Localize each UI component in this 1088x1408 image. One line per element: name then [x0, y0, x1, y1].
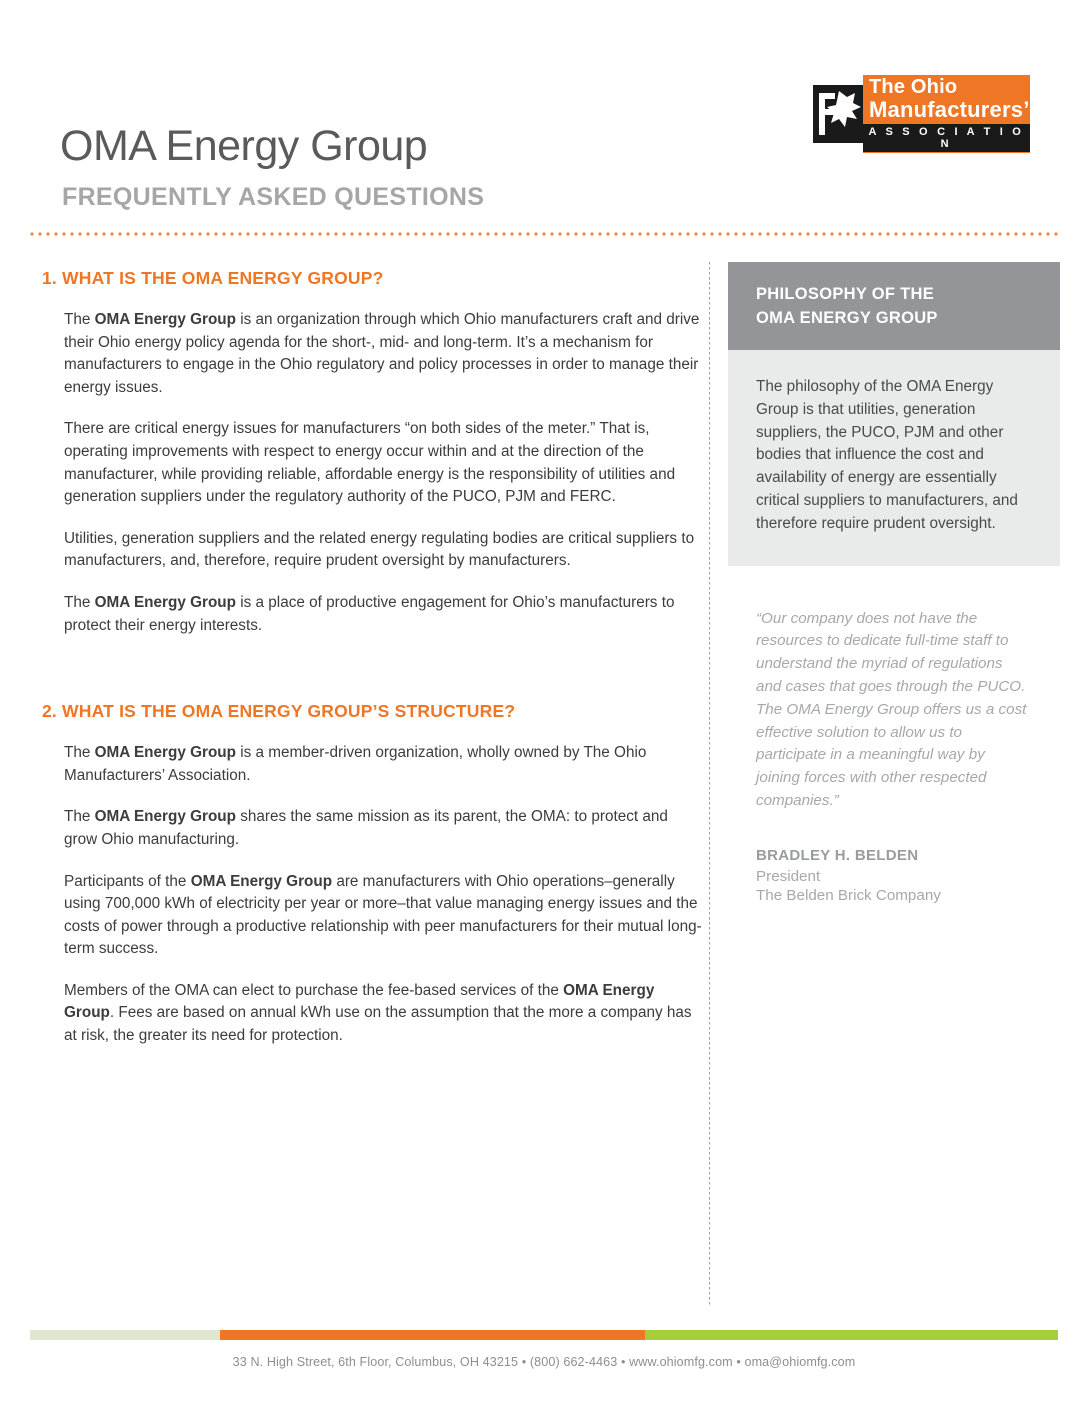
philosophy-title-line-1: PHILOSOPHY OF THE	[756, 285, 935, 303]
header-divider	[28, 232, 1060, 236]
philosophy-panel-body: The philosophy of the OMA Energy Group is that utilities, generation suppliers, the PUCO, PJM and other bodies that influence the cost and availability of energy are essentially critical suppliers to manufacturers, and therefore require prudent oversight.	[756, 378, 1018, 532]
main-content	[42, 268, 702, 1068]
q2-paragraph-2	[64, 806, 702, 851]
q2-p2-part-c: shares the same mission as its parent, the OMA: to protect and grow Ohio manufacturing.	[64, 808, 668, 848]
sidebar	[728, 262, 1060, 904]
question-2-body	[64, 742, 702, 1048]
testimonial-quote: “Our company does not have the resources to dedicate full-time staff to understand the myriad of regulations and cases that goes through the PUCO. The OMA Energy Group offers us a cost effective solution to allow us to participate in a meaningful way by joining forces with other respected companies.”	[756, 609, 1027, 809]
footer-bar-segment-blank-left	[0, 1330, 30, 1340]
footer-bar-segment-blank-right	[1058, 1330, 1088, 1340]
question-1-heading: 1. WHAT IS THE OMA ENERGY GROUP?	[42, 268, 384, 288]
philosophy-panel-header	[728, 262, 1060, 350]
q2-p1-part-a: The	[64, 744, 95, 762]
q2-p1-part-c: is a member-driven organization, wholly owned by The Ohio Manufacturers’ Association.	[64, 744, 647, 784]
q1-p4-bold: OMA Energy Group	[94, 593, 236, 611]
philosophy-panel	[728, 262, 1060, 566]
oma-logo	[812, 74, 1030, 154]
page-title: OMA Energy Group	[60, 122, 428, 170]
gear-icon	[813, 75, 863, 153]
footer-color-bar	[0, 1330, 1088, 1340]
q2-paragraph-3	[64, 871, 702, 961]
q1-p1-part-c: is an organization through which Ohio manufacturers craft and drive their Ohio energy policy agenda for the short-, mid- and long-term. It’s a mechanism for manufacturers to engage in the Ohio regulatory and policy processes in order to manage their energy issues.	[64, 311, 700, 396]
q1-paragraph-4	[64, 592, 702, 637]
testimonial-author-name: BRADLEY H. BELDEN	[756, 846, 919, 864]
column-divider	[709, 262, 710, 1305]
footer-bar-segment-pale-green	[30, 1330, 220, 1340]
q2-p2-part-a: The	[64, 808, 95, 826]
logo-association: A S S O C I A T I O N	[863, 124, 1030, 152]
philosophy-title-line-2: OMA ENERGY GROUP	[756, 309, 938, 327]
footer-bar-segment-orange	[220, 1330, 645, 1340]
question-1-body	[64, 309, 702, 637]
q2-p1-bold: OMA Energy Group	[94, 744, 236, 762]
q2-p4-part-c: . Fees are based on annual kWh use on the assumption that the more a company has at risk, the greater its need for protection.	[64, 1004, 692, 1045]
q1-paragraph-3: Utilities, generation suppliers and the related energy regulating bodies are critical suppliers to manufacturers, and, therefore, require prudent oversight by manufacturers.	[64, 529, 695, 570]
q1-p1-part-a: The	[64, 311, 95, 328]
q2-p4-part-a: Members of the OMA can elect to purchase the fee-based services of the	[64, 981, 564, 999]
question-2-heading: 2. WHAT IS THE OMA ENERGY GROUP’S STRUCTURE?	[42, 701, 516, 722]
q2-paragraph-1	[64, 742, 702, 787]
q2-p4-bold: OMA Energy Group	[64, 981, 655, 1022]
logo-line-2: Manufacturers’	[869, 97, 1030, 122]
page-subtitle: FREQUENTLY ASKED QUESTIONS	[62, 183, 485, 211]
testimonial-author-company: The Belden Brick Company	[756, 886, 941, 904]
q2-paragraph-4	[64, 980, 702, 1048]
testimonial-author-role: President	[756, 867, 821, 885]
footer-bar-segment-green	[645, 1330, 1058, 1340]
q1-paragraph-2: There are critical energy issues for manufacturers “on both sides of the meter.” That is, operating improvements with respect to energy occur within and at the direction of the manufacturer, while providing reliable, affordable energy is the responsibility of utilities and generation suppliers under the regulatory authority of the PUCO, PJM and FERC.	[64, 420, 676, 506]
q1-p1-bold: OMA Energy Group	[94, 311, 236, 328]
logo-wordmark	[863, 75, 1030, 153]
logo-line-1: The Ohio	[869, 76, 958, 98]
q2-p3-part-c: are manufacturers with Ohio operations–generally using 700,000 kWh of electricity per year or more–that value managing energy issues and the costs of power through a productive relationship with peer manufacturers for their mutual long-term success.	[64, 872, 702, 958]
q1-p4-part-c: is a place of productive engagement for Ohio’s manufacturers to protect their energy interests.	[64, 593, 675, 634]
q2-p3-part-a: Participants of the	[64, 872, 191, 890]
q1-p4-part-a: The	[64, 593, 95, 611]
q2-p3-bold: OMA Energy Group	[190, 872, 333, 890]
footer-contact-text: 33 N. High Street, 6th Floor, Columbus, OH 43215 • (800) 662-4463 • www.ohiomfg.com • oma@ohiomfg.com	[232, 1355, 856, 1369]
q1-paragraph-1	[64, 309, 702, 399]
q2-p2-bold: OMA Energy Group	[94, 808, 236, 826]
